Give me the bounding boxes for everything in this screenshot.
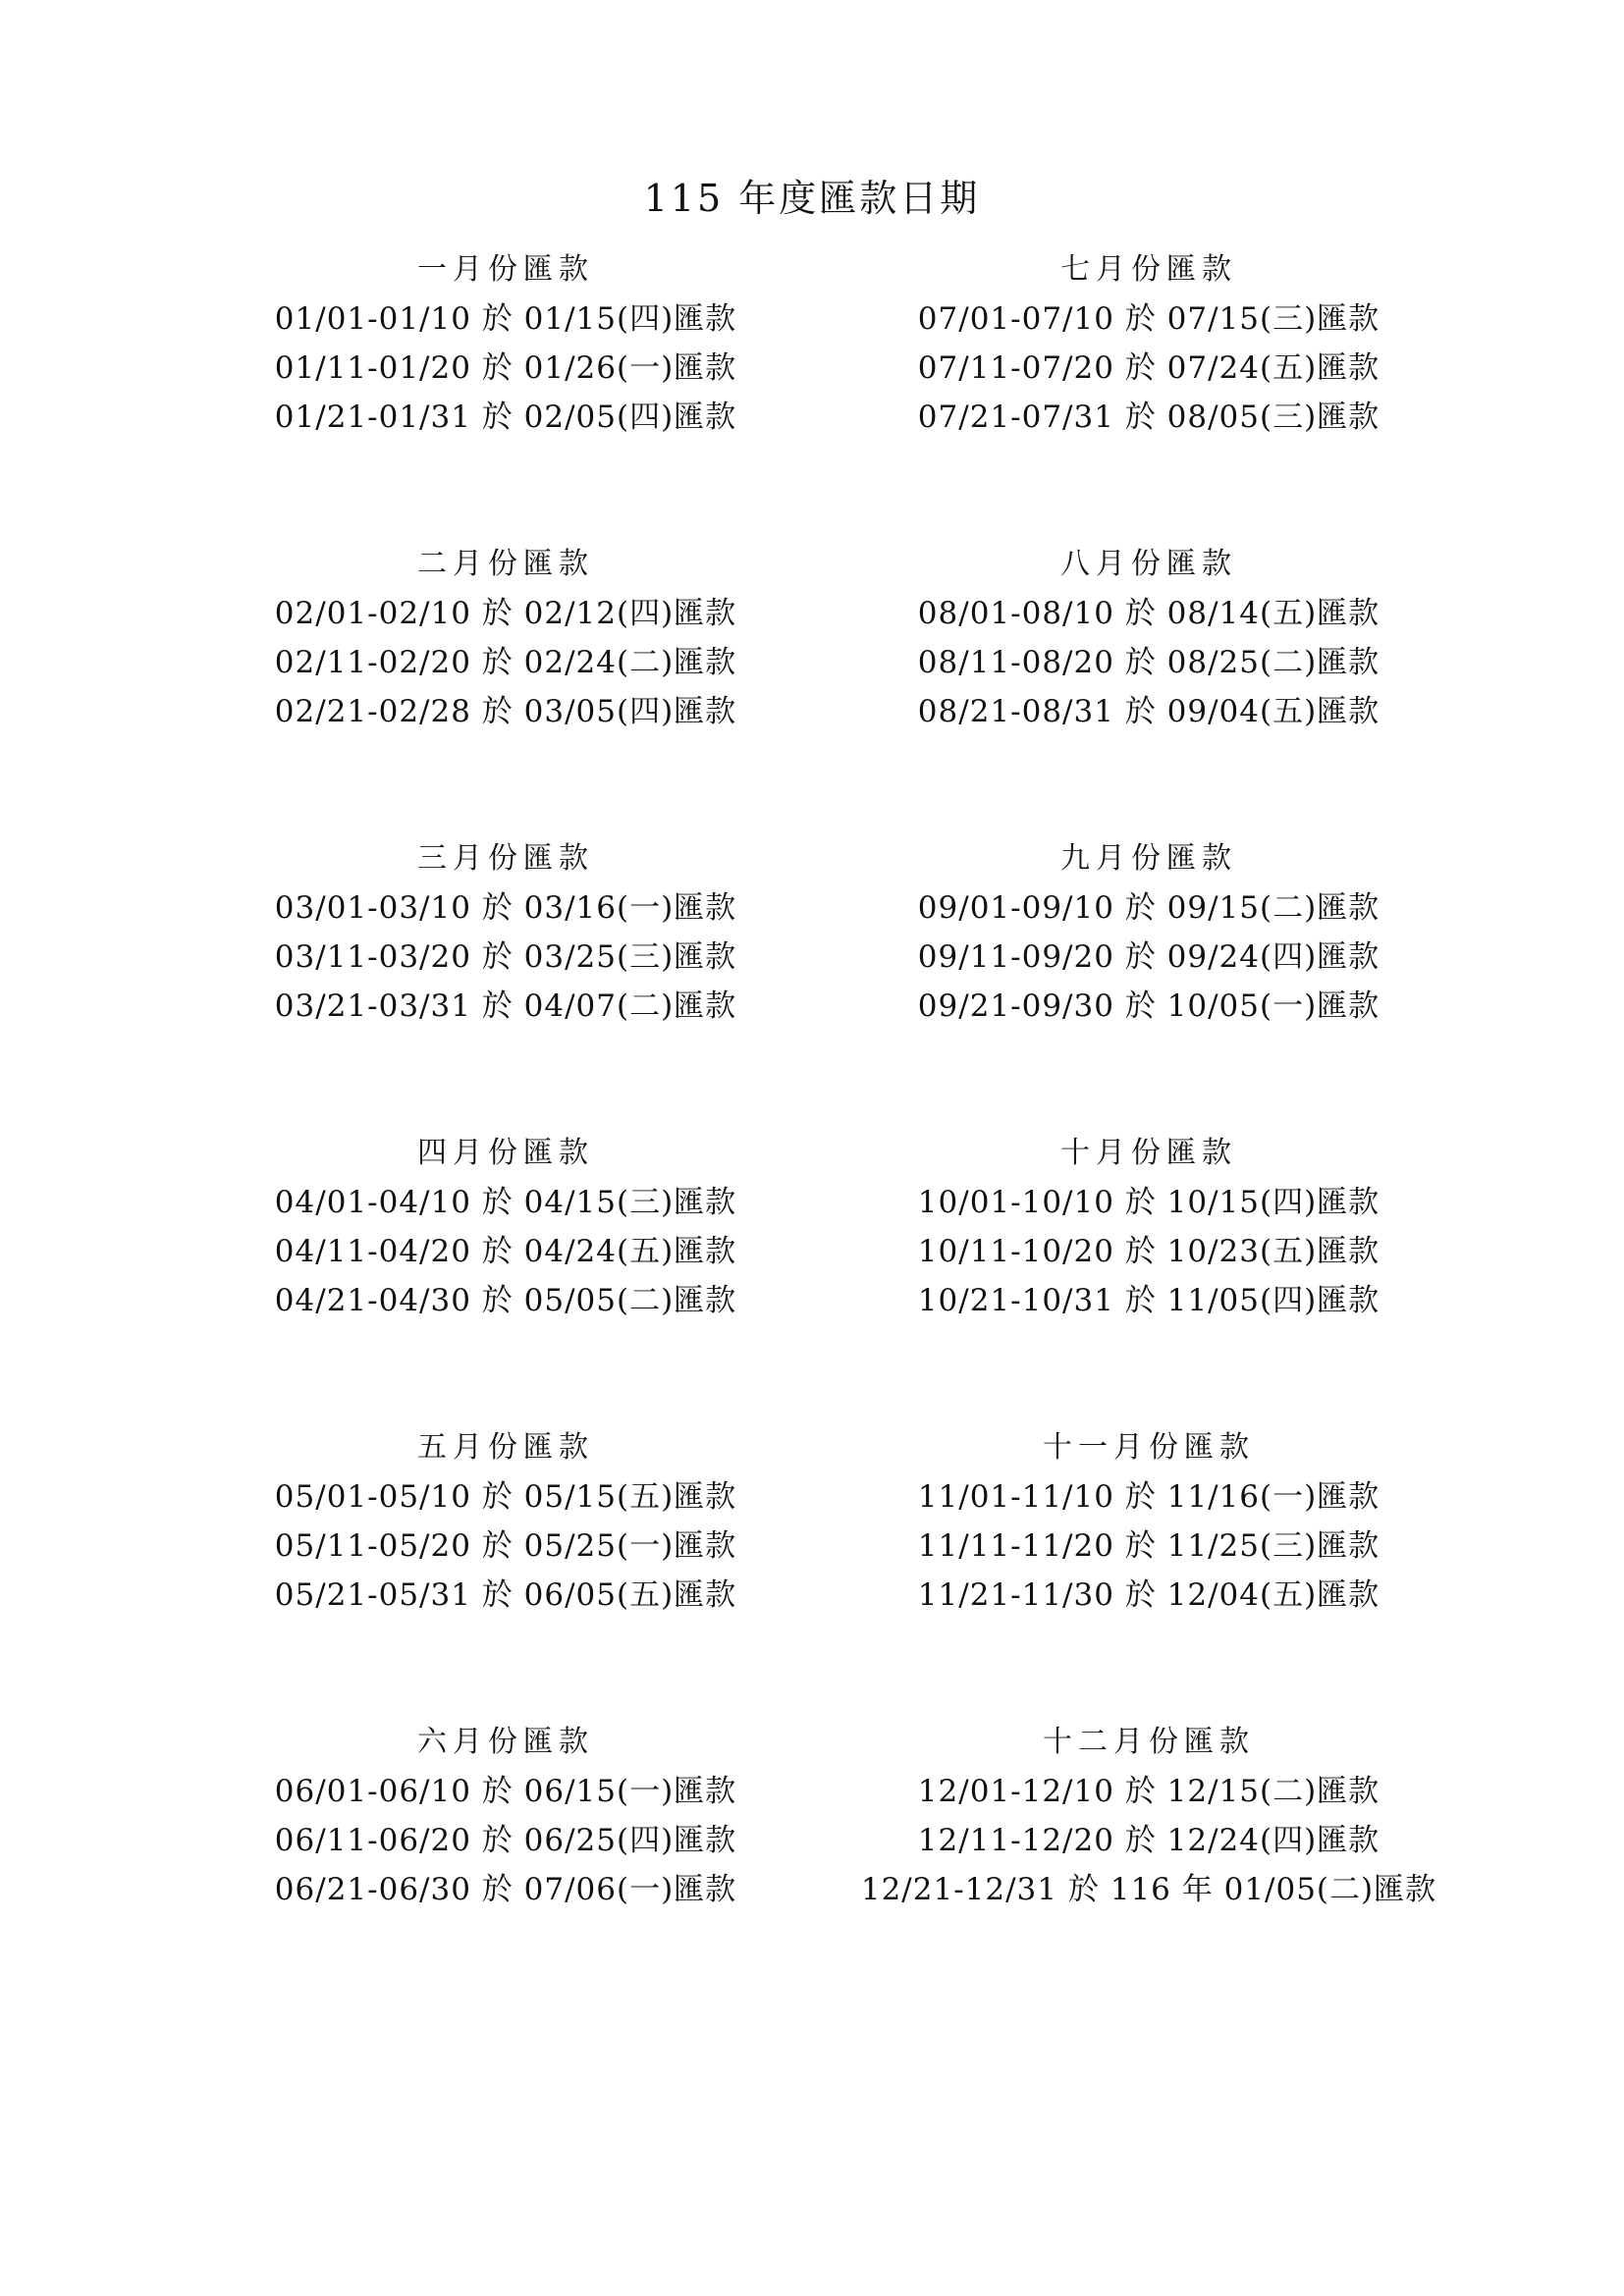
month-heading: 四月份匯款 [417, 1136, 594, 1170]
schedule-line: 08/01-08/10 於 08/14(五)匯款 [917, 596, 1380, 631]
schedule-line: 09/01-09/10 於 09/15(二)匯款 [917, 890, 1380, 926]
schedule-line: 04/21-04/30 於 05/05(二)匯款 [274, 1283, 737, 1318]
schedule-line: 05/01-05/10 於 05/15(五)匯款 [274, 1479, 737, 1515]
month-block-mar [182, 834, 830, 1129]
schedule-line: 12/11-12/20 於 12/24(四)匯款 [917, 1823, 1380, 1858]
document-title: 115 年度匯款日期 [643, 177, 981, 220]
month-heading: 十二月份匯款 [1043, 1725, 1255, 1759]
month-heading: 九月份匯款 [1060, 841, 1237, 876]
schedule-line: 07/21-07/31 於 08/05(三)匯款 [917, 400, 1380, 435]
schedule-line: 05/11-05/20 於 05/25(一)匯款 [274, 1528, 737, 1564]
schedule-line: 11/11-11/20 於 11/25(三)匯款 [917, 1528, 1380, 1564]
month-heading: 二月份匯款 [417, 547, 594, 581]
month-block-apr [182, 1129, 830, 1423]
schedule-line: 10/01-10/10 於 10/15(四)匯款 [917, 1185, 1380, 1220]
month-block-feb [182, 540, 830, 834]
schedule-line: 02/01-02/10 於 02/12(四)匯款 [274, 596, 737, 631]
month-block-jun [182, 1718, 830, 2012]
schedule-line: 04/01-04/10 於 04/15(三)匯款 [274, 1185, 737, 1220]
schedule-line: 10/11-10/20 於 10/23(五)匯款 [917, 1234, 1380, 1269]
schedule-line: 03/21-03/31 於 04/07(二)匯款 [274, 988, 737, 1024]
month-heading: 十月份匯款 [1060, 1136, 1237, 1170]
right-column [825, 245, 1473, 2012]
schedule-line: 05/21-05/31 於 06/05(五)匯款 [274, 1577, 737, 1613]
schedule-line: 01/01-01/10 於 01/15(四)匯款 [274, 301, 737, 337]
month-heading: 五月份匯款 [417, 1430, 594, 1465]
schedule-line: 11/21-11/30 於 12/04(五)匯款 [917, 1577, 1380, 1613]
schedule-line: 04/11-04/20 於 04/24(五)匯款 [274, 1234, 737, 1269]
schedule-line: 03/11-03/20 於 03/25(三)匯款 [274, 939, 737, 975]
schedule-line: 09/21-09/30 於 10/05(一)匯款 [917, 988, 1380, 1024]
schedule-line: 09/11-09/20 於 09/24(四)匯款 [917, 939, 1380, 975]
schedule-line: 10/21-10/31 於 11/05(四)匯款 [917, 1283, 1380, 1318]
schedule-line: 06/21-06/30 於 07/06(一)匯款 [274, 1872, 737, 1907]
month-block-oct [825, 1129, 1473, 1423]
month-block-aug [825, 540, 1473, 834]
schedule-line: 06/11-06/20 於 06/25(四)匯款 [274, 1823, 737, 1858]
month-block-dec [825, 1718, 1473, 2012]
schedule-line: 01/21-01/31 於 02/05(四)匯款 [274, 400, 737, 435]
schedule-line: 06/01-06/10 於 06/15(一)匯款 [274, 1774, 737, 1809]
month-heading: 一月份匯款 [417, 252, 594, 287]
month-heading: 七月份匯款 [1060, 252, 1237, 287]
month-block-jul [825, 245, 1473, 540]
schedule-line: 08/11-08/20 於 08/25(二)匯款 [917, 645, 1380, 680]
month-heading: 十一月份匯款 [1043, 1430, 1255, 1465]
schedule-line: 02/11-02/20 於 02/24(二)匯款 [274, 645, 737, 680]
schedule-line: 07/01-07/10 於 07/15(三)匯款 [917, 301, 1380, 337]
month-heading: 八月份匯款 [1060, 547, 1237, 581]
schedule-line: 01/11-01/20 於 01/26(一)匯款 [274, 350, 737, 386]
schedule-line: 02/21-02/28 於 03/05(四)匯款 [274, 694, 737, 729]
month-heading: 三月份匯款 [417, 841, 594, 876]
schedule-line: 08/21-08/31 於 09/04(五)匯款 [917, 694, 1380, 729]
month-block-may [182, 1423, 830, 1718]
schedule-line: 03/01-03/10 於 03/16(一)匯款 [274, 890, 737, 926]
schedule-line: 12/01-12/10 於 12/15(二)匯款 [917, 1774, 1380, 1809]
left-column [182, 245, 830, 2012]
schedule-line: 12/21-12/31 於 116 年 01/05(二)匯款 [860, 1872, 1437, 1907]
schedule-line: 07/11-07/20 於 07/24(五)匯款 [917, 350, 1380, 386]
month-block-jan [182, 245, 830, 540]
month-block-nov [825, 1423, 1473, 1718]
schedule-line: 11/01-11/10 於 11/16(一)匯款 [917, 1479, 1380, 1515]
month-block-sep [825, 834, 1473, 1129]
month-heading: 六月份匯款 [417, 1725, 594, 1759]
